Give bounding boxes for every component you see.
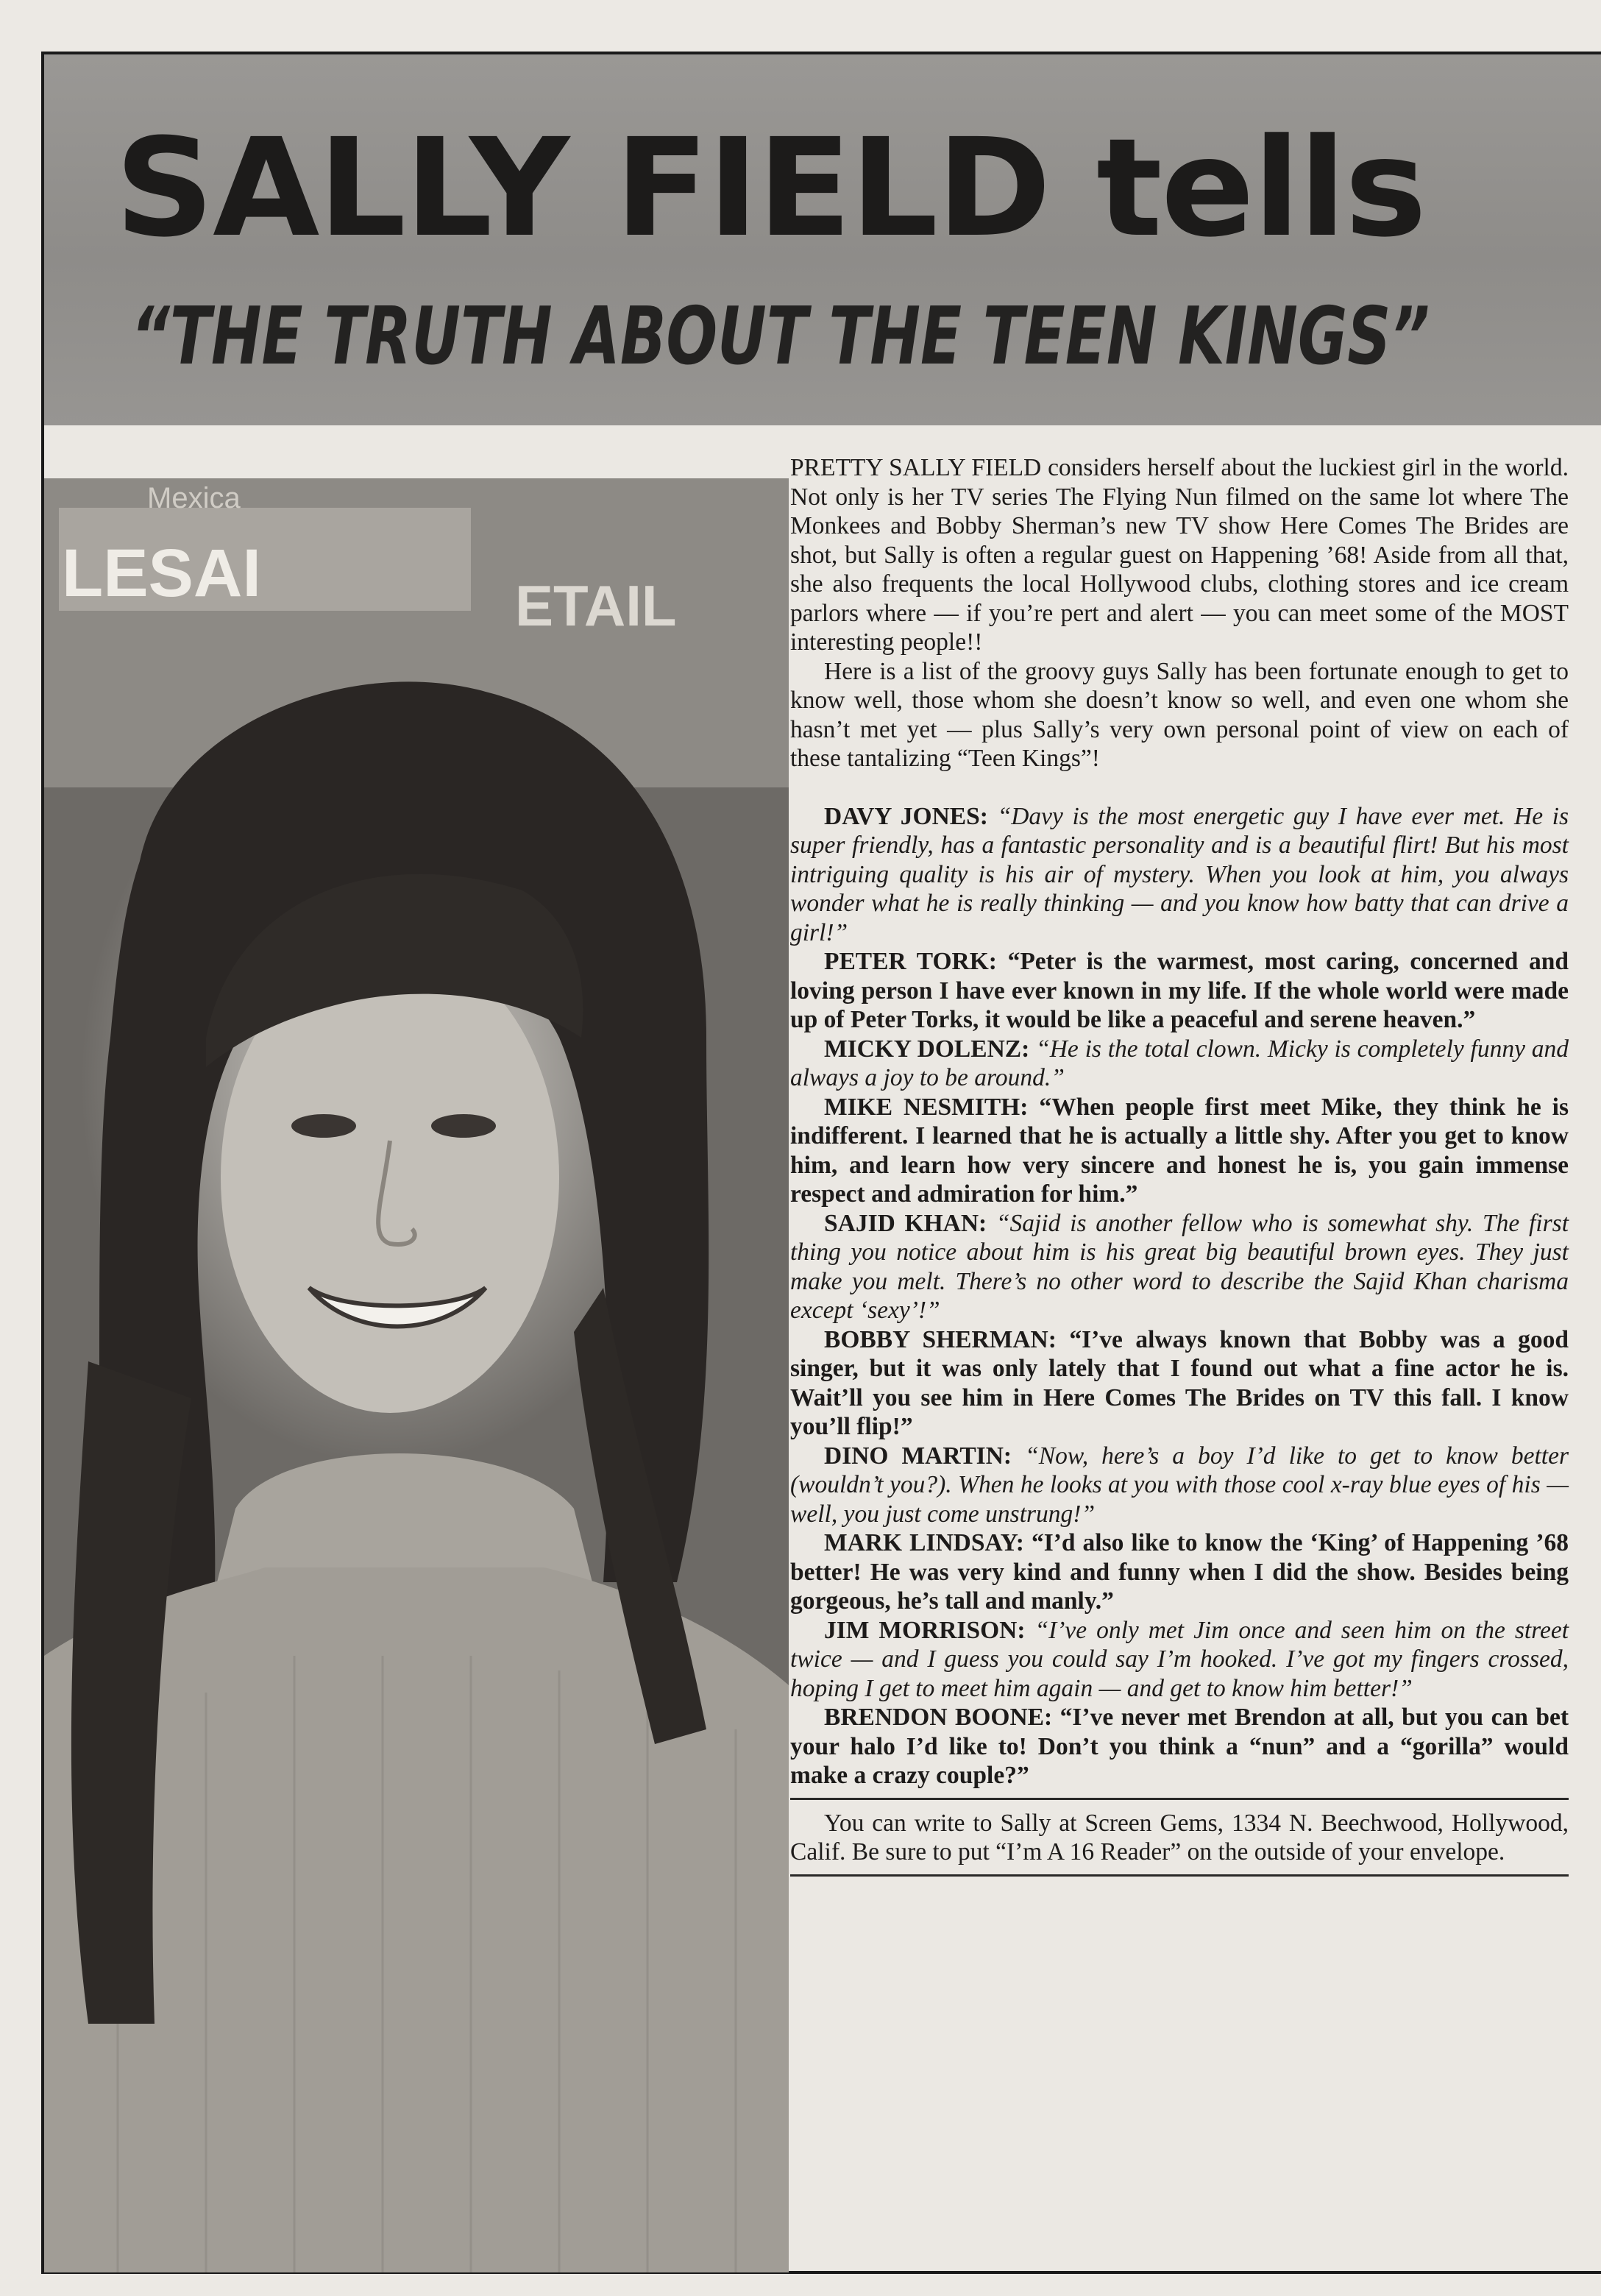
teen-king-quote: “I’ve always known that Bobby was a good singer, but it was only lately that I found out what a fine actor he is. Wait’ll you see him in Here Comes The Brides on TV this fall. I know you’ll flip!” [790,1325,1569,1440]
divider-top [790,1798,1569,1800]
teen-king-quote: “He is the total clown. Micky is completely funny and always a joy to be around.” [790,1035,1569,1091]
teen-king-name: MIKE NESMITH: [824,1093,1029,1121]
footer-note [790,1809,1569,1867]
teen-king-quote: “I’d also like to know the ‘King’ of Happening ’68 better! He was very kind and funny when I did the show. Besides being gorgeous, he’s tall and manly.” [790,1529,1569,1615]
teen-king-name: DAVY JONES: [824,802,988,830]
teen-king-name: JIM MORRISON: [824,1616,1026,1644]
teen-king-entry [790,802,1569,948]
teen-king-name: BOBBY SHERMAN: [824,1325,1057,1353]
teen-king-entry [790,1035,1569,1093]
teen-king-quote: “Peter is the warmest, most caring, concerned and loving person I have ever known in my life. If the whole world were made up of Peter Torks, it would be like a peaceful and serene heaven.” [790,948,1569,1033]
teen-king-entry [790,1325,1569,1442]
teen-king-quote: “I’ve only met Jim once and seen him on the street twice — and I guess you could say I’m hooked. I’ve got my fingers crossed, hoping I get to meet him again — and get to know him better!” [790,1616,1569,1702]
teen-king-name: MARK LINDSAY: [824,1529,1024,1556]
sally-field-photo [44,478,789,2272]
teen-king-entry [790,1616,1569,1704]
headline-banner [44,54,1601,425]
teen-king-entry [790,947,1569,1035]
headline-title: SALLY FIELD tells [115,110,1426,267]
teen-king-quote: “I’ve never met Brendon at all, but you can bet your halo I’d like to! Don’t you think a “nun” and a “gorilla” would make a crazy couple?” [790,1704,1569,1789]
teen-king-entry [790,1528,1569,1616]
teen-king-quote: “Sajid is another fellow who is somewhat shy. The first thing you notice about him is his great big beautiful brown eyes. They just make you melt. There’s no other word to describe the Sajid Khan charisma except ‘sexy’!” [790,1209,1569,1324]
teen-king-quote: “Davy is the most energetic guy I have ever met. He is super friendly, has a fantastic personality and is a beautiful flirt! But his most intriguing quality is his air of mystery. When you look at him, you always wonder what he is really thinking — and you know how batty that can drive a girl!” [790,802,1569,946]
teen-king-name: PETER TORK: [824,948,997,975]
teen-kings-list [790,802,1569,1790]
sign-text-right: ETAIL [515,573,677,638]
divider-bottom [790,1874,1569,1877]
teen-king-entry [790,1442,1569,1529]
teen-king-quote: “When people first meet Mike, they think he is indifferent. I learned that he is actually a little shy. After you get to know him, and learn how very sincere and honest he is, you gain immense respect and admiration for him.” [790,1093,1569,1208]
sign-text-top: Mexica [147,482,241,514]
intro-paragraph-2: Here is a list of the groovy guys Sally has been fortunate enough to get to know well, those whom she doesn’t know so well, and even one whom she hasn’t met yet — plus Sally’s very own personal point of view on each of these tantalizing “Teen Kings”! [790,657,1569,772]
paragraph-gap [790,773,1569,802]
teen-king-entry [790,1703,1569,1790]
teen-king-entry [790,1209,1569,1325]
teen-king-name: SAJID KHAN: [824,1209,987,1237]
footer-text: You can write to Sally at Screen Gems, 1334 N. Beechwood, Hollywood, Calif. Be sure to put “I’m A 16 Reader” on the outside of your envelope. [790,1809,1569,1866]
article-text [790,453,1569,1885]
teen-king-name: BRENDON BOONE: [824,1704,1053,1731]
teen-king-name: MICKY DOLENZ: [824,1035,1030,1063]
headline-subtitle: “THE TRUTH ABOUT THE TEEN KINGS” [131,291,1430,383]
teen-king-entry [790,1093,1569,1209]
portrait-illustration [44,478,789,2272]
intro-paragraph-1: PRETTY SALLY FIELD considers herself about the luckiest girl in the world. Not only is her TV series The Flying Nun filmed on the same lot where The Monkees and Bobby Sherman’s new TV show Here Comes The Brides are shot, but Sally is often a regular guest on Happening ’68! Aside from all that, she also frequents the local Hollywood clubs, clothing stores and ice cream parlors where — if you’re pert and alert — you can meet some of the MOST interesting people!! [790,454,1569,656]
teen-king-quote: “Now, here’s a boy I’d like to get to know better (wouldn’t you?). When he looks at you with those cool x-ray blue eyes of his — well, you just come unstrung!” [790,1442,1569,1528]
sign-text-left: LESAI [62,536,261,611]
teen-king-name: DINO MARTIN: [824,1442,1012,1470]
